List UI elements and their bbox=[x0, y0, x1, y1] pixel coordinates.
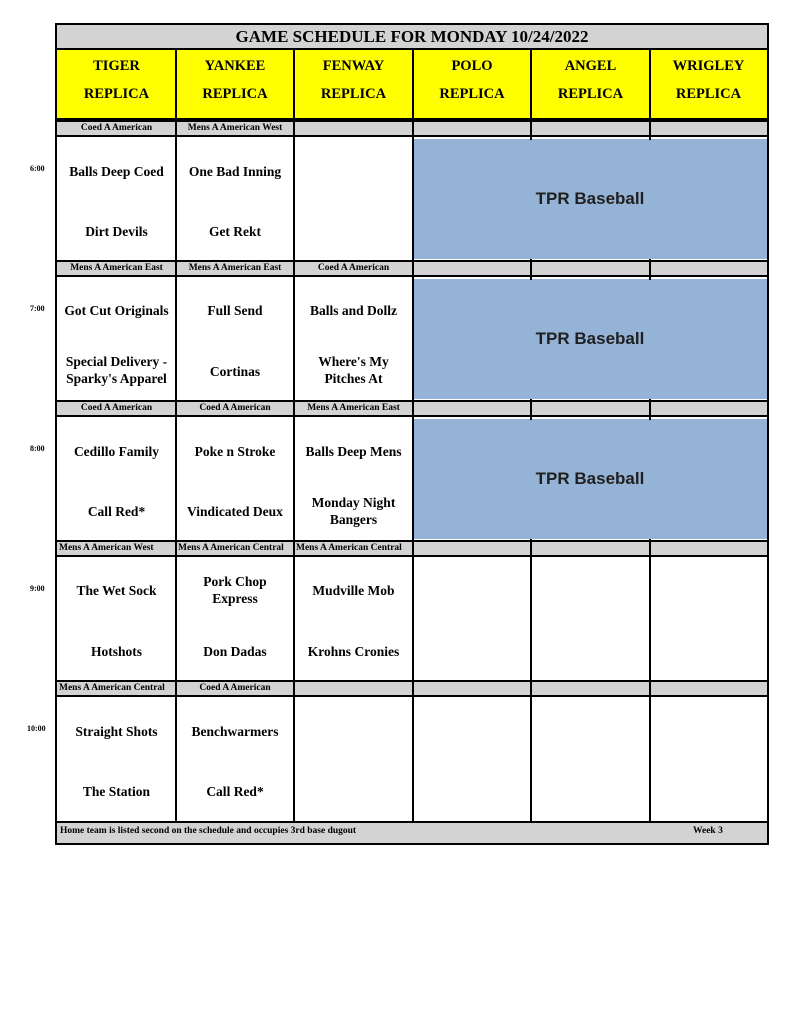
time-label: 6:00 bbox=[30, 164, 45, 173]
home-team: Krohns Cronies bbox=[307, 644, 400, 659]
field-name: TIGER bbox=[93, 58, 140, 74]
field-header-fenway bbox=[294, 50, 413, 120]
away-team: Full Send bbox=[207, 303, 263, 318]
game-cell bbox=[176, 699, 294, 819]
home-team: Dirt Devils bbox=[85, 224, 148, 239]
reserved-block bbox=[413, 279, 767, 399]
grid-line bbox=[412, 50, 414, 821]
grid-line bbox=[530, 539, 532, 821]
grid-line bbox=[530, 399, 532, 420]
reserved-label: TPR Baseball bbox=[535, 329, 645, 348]
field-sub: REPLICA bbox=[202, 86, 268, 102]
field-sub: REPLICA bbox=[557, 86, 624, 102]
away-team: Straight Shots bbox=[75, 724, 158, 739]
away-team: Got Cut Originals bbox=[64, 303, 169, 318]
home-team: Call Red* bbox=[206, 784, 264, 799]
grid-line bbox=[649, 539, 651, 821]
away-team: Balls Deep Mens bbox=[305, 444, 402, 459]
game-cell bbox=[176, 419, 294, 539]
division-label: Mens A American West bbox=[59, 543, 154, 553]
field-sub: REPLICA bbox=[439, 86, 505, 102]
time-label: 8:00 bbox=[30, 444, 45, 453]
away-team: One Bad Inning bbox=[188, 164, 282, 179]
reserved-block bbox=[413, 419, 767, 539]
home-team: Cortinas bbox=[209, 364, 261, 379]
division-label: Coed A American bbox=[317, 263, 390, 273]
away-team: Balls Deep Coed bbox=[69, 164, 164, 179]
home-team: Don Dadas bbox=[203, 644, 267, 659]
field-header-yankee bbox=[176, 50, 294, 120]
field-header-polo bbox=[413, 50, 531, 120]
game-cell bbox=[176, 139, 294, 259]
game-cell bbox=[57, 139, 176, 259]
game-cell bbox=[294, 559, 413, 679]
field-header-angel bbox=[531, 50, 650, 120]
away-team: Cedillo Family bbox=[73, 444, 160, 459]
grid-line bbox=[649, 50, 651, 140]
week-label: Week 3 bbox=[693, 826, 723, 836]
division-label: Mens A American East bbox=[188, 263, 282, 273]
away-team: The Wet Sock bbox=[76, 583, 157, 598]
time-label: 7:00 bbox=[30, 304, 45, 313]
home-team: Monday Night Bangers bbox=[311, 495, 396, 527]
game-cell bbox=[57, 419, 176, 539]
time-label: 10:00 bbox=[27, 724, 46, 733]
division-label: Coed A American bbox=[80, 403, 153, 413]
field-sub: REPLICA bbox=[320, 86, 387, 102]
footer-bar bbox=[57, 821, 767, 843]
grid-line bbox=[530, 50, 532, 140]
schedule-table bbox=[55, 23, 769, 845]
division-label: Coed A American bbox=[199, 683, 271, 693]
schedule-title: GAME SCHEDULE FOR MONDAY 10/24/2022 bbox=[57, 25, 767, 50]
footer-note: Home team is listed second on the schedule and occupies 3rd base dugout bbox=[60, 826, 357, 836]
game-cell bbox=[294, 419, 413, 539]
reserved-block bbox=[413, 139, 767, 259]
grid-line bbox=[649, 259, 651, 280]
game-cell bbox=[176, 559, 294, 679]
game-cell bbox=[57, 699, 176, 819]
division-label: Coed A American bbox=[80, 123, 153, 133]
division-label: Mens A American East bbox=[70, 263, 163, 273]
home-team: Hotshots bbox=[90, 644, 142, 659]
field-header-tiger bbox=[57, 50, 176, 120]
game-cell bbox=[57, 559, 176, 679]
game-cell bbox=[294, 279, 413, 399]
field-sub: REPLICA bbox=[675, 86, 742, 102]
field-name: POLO bbox=[451, 58, 493, 74]
reserved-label: TPR Baseball bbox=[535, 469, 645, 488]
division-label: Coed A American bbox=[199, 403, 271, 413]
home-team: Vindicated Deux bbox=[187, 504, 283, 519]
division-label: Mens A American West bbox=[187, 123, 283, 133]
grid-line bbox=[530, 259, 532, 280]
field-name: WRIGLEY bbox=[672, 58, 745, 74]
home-team: Get Rekt bbox=[208, 224, 262, 239]
field-header-wrigley bbox=[650, 50, 767, 120]
home-team: Call Red* bbox=[87, 504, 146, 519]
division-label: Mens A American Central bbox=[178, 543, 284, 553]
away-team: Benchwarmers bbox=[191, 724, 279, 739]
grid-line bbox=[175, 50, 177, 821]
home-team: Special Delivery - Sparky's Apparel bbox=[65, 354, 168, 386]
division-label: Mens A American Central bbox=[59, 683, 165, 693]
field-sub: REPLICA bbox=[83, 86, 150, 102]
field-name: FENWAY bbox=[322, 58, 385, 74]
away-team: Poke n Stroke bbox=[194, 444, 276, 459]
division-label: Mens A American Central bbox=[296, 543, 402, 553]
away-team: Pork Chop Express bbox=[203, 574, 267, 606]
field-name: ANGEL bbox=[564, 58, 617, 74]
reserved-label: TPR Baseball bbox=[535, 189, 645, 208]
division-label: Mens A American East bbox=[307, 403, 400, 413]
game-cell bbox=[57, 279, 176, 399]
time-label: 9:00 bbox=[30, 584, 45, 593]
away-team: Mudville Mob bbox=[312, 583, 395, 598]
away-team: Balls and Dollz bbox=[309, 303, 398, 318]
game-cell bbox=[176, 279, 294, 399]
field-name: YANKEE bbox=[204, 58, 266, 74]
home-team: The Station bbox=[82, 784, 151, 799]
grid-line bbox=[293, 50, 295, 821]
home-team: Where's My Pitches At bbox=[318, 354, 389, 386]
grid-line bbox=[649, 399, 651, 420]
